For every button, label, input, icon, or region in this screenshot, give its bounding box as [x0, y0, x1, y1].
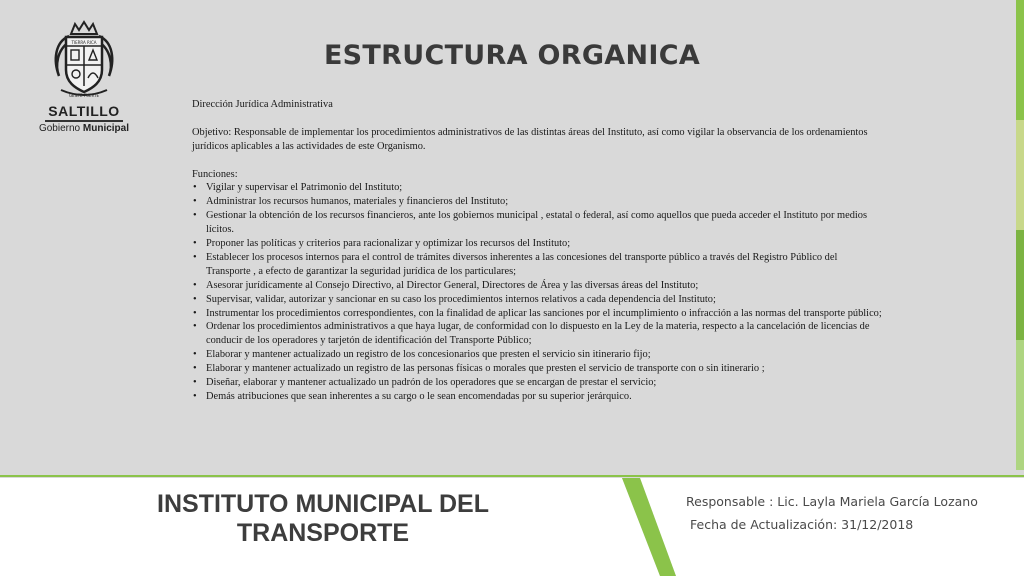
accent-stripe: [1016, 340, 1024, 470]
function-item: • Instrumentar los procedimientos correspondientes, con la finalidad de aplicar las sanciones por el incumplimiento o infracción a las normas del transporte público;: [192, 307, 882, 321]
function-item: • Administrar los recursos humanos, materiales y financieros del Instituto;: [192, 195, 882, 209]
logo-subtitle: [38, 123, 130, 134]
crest-motto-bottom: GENTE FUERTE: [68, 93, 100, 98]
logo-divider: [45, 120, 123, 122]
function-item: • Proponer las políticas y criterios para racionalizar y optimizar los recursos del Instituto;: [192, 237, 882, 251]
function-item: • Elaborar y mantener actualizado un registro de las personas físicas o morales que presten el servicio de transporte con o sin itinerario ;: [192, 362, 882, 376]
page-title: ESTRUCTURA ORGANICA: [323, 40, 701, 71]
crest-motto-top: TIERRA RICA: [71, 40, 97, 45]
function-item: • Gestionar la obtención de los recursos financieros, ante los gobiernos municipal , estatal o federal, así como aquellos que pueda acceder el Instituto por medios lícitos.: [192, 209, 882, 237]
function-item: • Demás atribuciones que sean inherentes a su cargo o le sean encomendadas por su superior jerárquico.: [192, 390, 882, 404]
section-heading: Dirección Jurídica Administrativa: [192, 99, 333, 110]
institute-name: INSTITUTO MUNICIPAL DEL TRANSPORTE: [157, 490, 489, 547]
document-body: [192, 98, 882, 404]
function-item: • Supervisar, validar, autorizar y sancionar en su caso los procedimientos internos relativos a cada dependencia del Instituto;: [192, 293, 882, 307]
update-date: Fecha de Actualización: 31/12/2018: [690, 517, 914, 532]
function-item: • Ordenar los procedimientos administrativos a que haya lugar, de conformidad con lo dispuesto en la Ley de la materia, respecto a la cancelación de licencias de conducir de los operadores y tarjetón de identificación del Transporte Público;: [192, 320, 882, 348]
function-item: • Vigilar y supervisar el Patrimonio del Instituto;: [192, 181, 882, 195]
function-item: • Establecer los procesos internos para el control de trámites diversos inherentes a las concesiones del transporte público a través del Registro Público del Transporte , a efecto de garantizar la seguridad jurídica de los particulares;: [192, 251, 882, 279]
logo-city-name: SALTILLO: [48, 103, 120, 119]
accent-stripe: [1016, 120, 1024, 230]
logo-subtitle-prefix: Gobierno: [38, 123, 83, 134]
saltillo-logo: [38, 20, 130, 144]
logo-subtitle-bold: Municipal: [82, 123, 130, 134]
function-item: • Asesorar jurídicamente al Consejo Directivo, al Director General, Directores de Área y las diversas áreas del Instituto;: [192, 279, 882, 293]
objective-text: Objetivo: Responsable de implementar los procedimientos administrativos de las distintas áreas del Instituto, así como vigilar la observancia de los ordenamientos jurídicos aplicables a las actividades de este Organismo.: [192, 126, 868, 152]
functions-label: Funciones:: [192, 168, 238, 180]
function-item: • Elaborar y mantener actualizado un registro de los concesionarios que presten el servicio sin itinerario fijo;: [192, 348, 882, 362]
functions-list: [192, 181, 882, 404]
responsible-text: Responsable : Lic. Layla Mariela García Lozano: [686, 494, 978, 509]
function-item: • Diseñar, elaborar y mantener actualizado un padrón de los operadores que se encargan de prestar el servicio;: [192, 376, 882, 390]
accent-stripe: [1016, 230, 1024, 340]
